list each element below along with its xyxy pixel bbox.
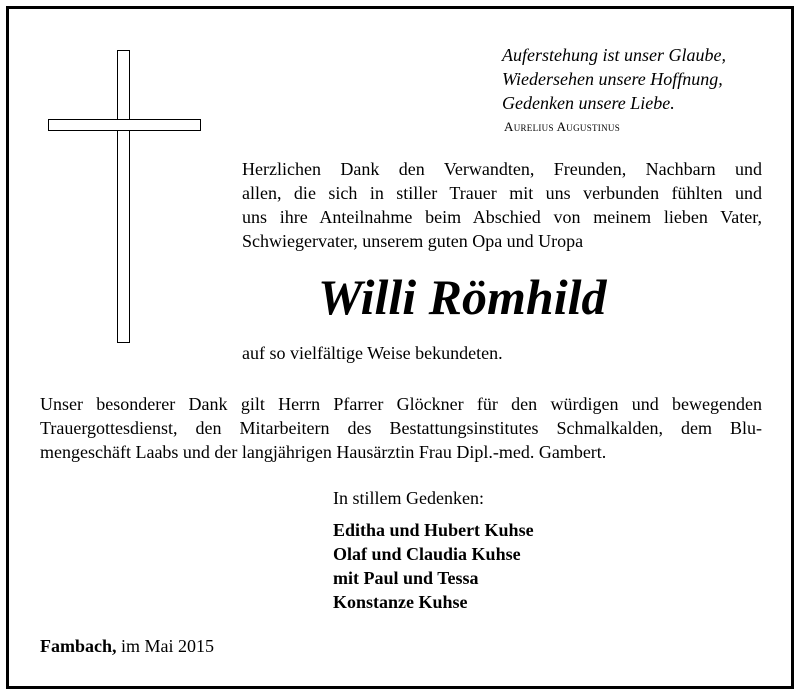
quote-line: Wiedersehen unsere Hoffnung, — [502, 69, 723, 89]
thanks-paragraph — [242, 157, 762, 253]
quote-line: Gedenken unsere Liebe. — [502, 93, 675, 113]
place-date — [40, 636, 214, 657]
deceased-name: Willi Römhild — [318, 269, 607, 325]
family-member: Olaf und Claudia Kuhse — [333, 544, 521, 564]
family-signatures — [333, 518, 534, 614]
quote-line: Auferstehung ist unser Glaube, — [502, 45, 726, 65]
quote — [502, 43, 726, 115]
place: Fambach, — [40, 636, 117, 656]
date: im Mai 2015 — [121, 636, 214, 656]
family-member: Konstanze Kuhse — [333, 592, 468, 612]
special-thanks-line: mengeschäft Laabs und der langjährigen Hausärztin Frau Dipl.-med. Gambert. — [40, 442, 607, 462]
thanks-line: Schwiegervater, unserem guten Opa und Uropa — [242, 231, 584, 251]
thanks-line: Herzlichen Dank den Verwandten, Freunden, Nachbarn und — [242, 159, 762, 179]
thanks-line: allen, die sich in stiller Trauer mit uns verbunden fühlten und — [242, 183, 762, 203]
thanks-continuation: auf so vielfältige Weise bekundeten. — [242, 343, 503, 363]
family-member: Editha und Hubert Kuhse — [333, 520, 534, 540]
thanks-line: uns ihre Anteilnahme beim Abschied von meinem lieben Vater, — [242, 207, 762, 227]
in-memory-heading: In stillem Gedenken: — [333, 488, 484, 508]
special-thanks-line: Trauergottesdienst, den Mitarbeitern des Bestattungsinstitutes Schmalkalden, dem Blu- — [40, 418, 762, 438]
quote-author: Aurelius Augustinus — [504, 119, 621, 134]
special-thanks-paragraph — [40, 392, 762, 464]
family-member: mit Paul und Tessa — [333, 568, 479, 588]
special-thanks-line: Unser besonderer Dank gilt Herrn Pfarrer Glöckner für den würdigen und bewegenden — [40, 394, 762, 414]
